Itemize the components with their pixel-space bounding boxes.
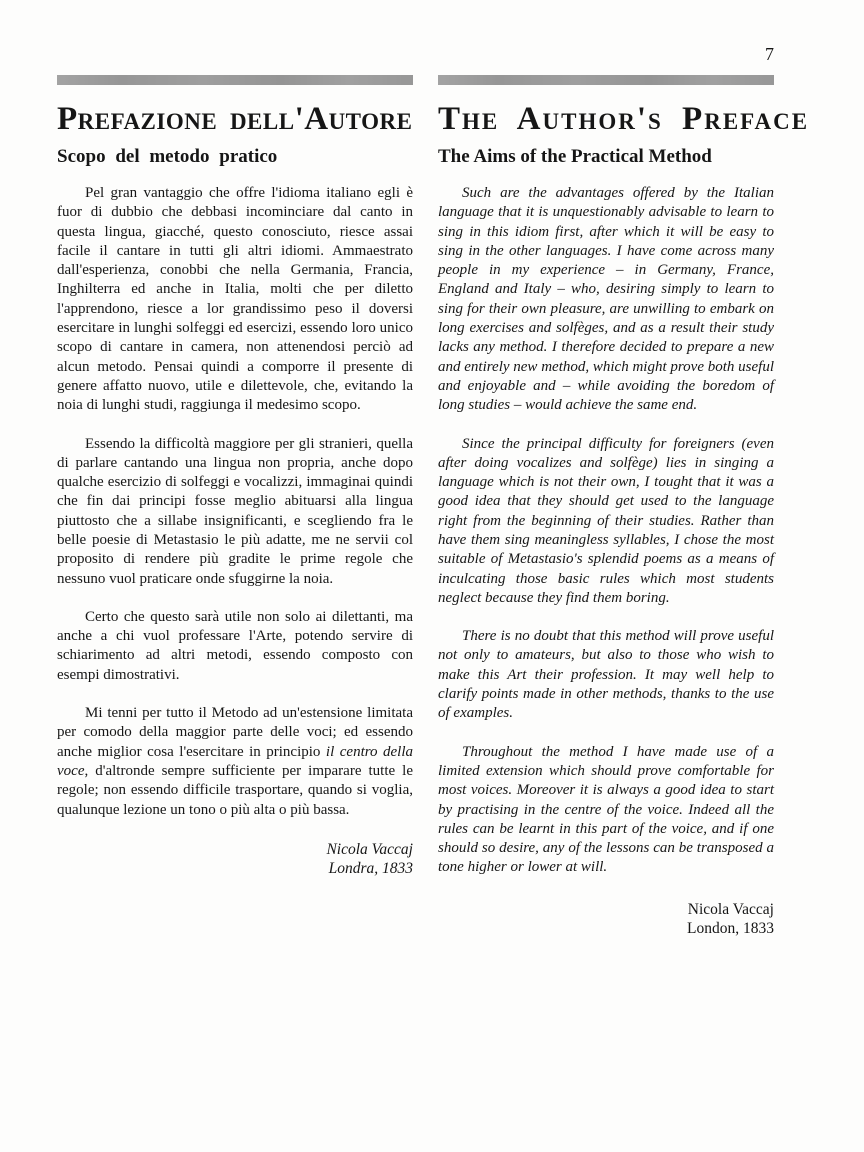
italian-body-text xyxy=(57,184,413,820)
paragraph: Certo che questo sarà utile non solo ai dilettanti, ma anche a chi vuol professare l'Arte, potendo servire di schiarimento ad altri metodi, essendo composto con esempi dimostrativi. xyxy=(57,608,413,683)
signature-italian xyxy=(57,840,413,879)
paragraph-text: , d'altronde sempre sufficiente per imparare tutte le regole; non essendo difficile trasportare, quando si voglia, qualunque lezione un tono o più alta o più bassa. xyxy=(57,762,413,818)
paragraph: Such are the advantages offered by the Italian language that it is unquestionably advisable to learn to sing in this idiom first, after which it will be easy to sing in the other languages. I have come across many people in my experience – in Germany, France, England and Italy – who, desiring simply to learn to sing for their own pleasure, are unwilling to embark on long exercises and solfèges, and as a result their study lacks any method. I therefore decided to prepare a new and entirely new method, which might prove both useful and enjoyable and – while avoiding the boredom of long studies – would achieve the same end. xyxy=(438,184,774,414)
english-column xyxy=(438,75,810,939)
signature-place: London, 1833 xyxy=(687,920,774,938)
signature-name: Nicola Vaccaj xyxy=(687,900,774,918)
signature-place: Londra, 1833 xyxy=(328,860,413,878)
paragraph: Essendo la difficoltà maggiore per gli stranieri, quella di parlare cantando una lingua non propria, anche dopo qualche esercizio di solfeggi e vocalizzi, immaginai quindi che fin dai principi fosse meglio abituarsi alla lingua piuttosto che a sillabe insignificanti, e scegliendo fra le belle poesie di Metastasio le più adatte, me ne servii col proposito di rendere più gradite le prime regole che nessuno vuol praticare onde sfuggirne la noia. xyxy=(57,435,413,587)
section-subtitle-english: The Aims of the Practical Method xyxy=(438,146,712,167)
paragraph: Pel gran vantaggio che offre l'idioma italiano egli è fuor di dubbio che debbasi incominciare dal canto in questa lingua, giacché, questo conosciuto, riesce assai facile il cantare in tutti gli altri idiomi. Ammaestrato dall'esperienza, conobbi che nella Germania, Francia, Inghilterra ed anche in Italia, molti che per diletto l'apprendono, riesce a lor grandissimo peso il doversi esercitare in lunghi solfeggi ed esercizi, essendo loro unico scopo di cantare in camera, non attenendosi perciò ad alcun metodo. Pensai quindi a comporre il presente di genere affatto nuovo, utile e dilettevole, che, evitando la noia di lunghi studi, raggiunga il medesimo scopo. xyxy=(57,184,413,414)
paragraph: Throughout the method I have made use of a limited extension which should prove comfortable for most voices. Moreover it is always a good idea to start by practising in the centre of the voice. Indeed all the rules can be learnt in this part of the voice, and if one should so desire, any of the lessons can be transposed a tone higher or lower at will. xyxy=(438,743,774,876)
two-column-layout xyxy=(57,75,810,939)
english-body-text xyxy=(438,184,774,878)
divider-bar xyxy=(438,75,774,85)
paragraph: There is no doubt that this method will prove useful not only to amateurs, but also to those who wish to make this Art their profession. It may well help to clarify points made in other methods, thanks to the use of examples. xyxy=(438,628,774,722)
divider-bar xyxy=(57,75,413,85)
section-subtitle-italian: Scopo del metodo pratico xyxy=(57,146,278,167)
signature-english xyxy=(438,900,774,939)
italic-phrase: il centro della voce xyxy=(57,743,414,779)
paragraph: Since the principal difficulty for foreigners (even after doing vocalizes and solfège) lies in singing a language which is not their own, I tought that it was a good idea that they should get used to the language right from the beginning of their studies. Rather than have them sing meaningless syllables, I chose the most suitable of Metastasio's splendid poems as a means of inculcating those basic rules which most students neglect because they find them boring. xyxy=(438,435,774,606)
italian-column xyxy=(57,75,413,939)
section-title-english: The Author's Preface xyxy=(438,101,810,137)
signature-name: Nicola Vaccaj xyxy=(326,840,413,858)
paragraph xyxy=(57,704,413,820)
page-number: 7 xyxy=(765,44,774,64)
section-title-italian: Prefazione dell'Autore xyxy=(57,101,413,137)
paragraph-text: Mi tenni per tutto il Metodo ad un'estensione limitata per comodo della maggior parte delle voci; ed essendo anche miglior cosa l'esercitare in principio xyxy=(57,705,413,760)
